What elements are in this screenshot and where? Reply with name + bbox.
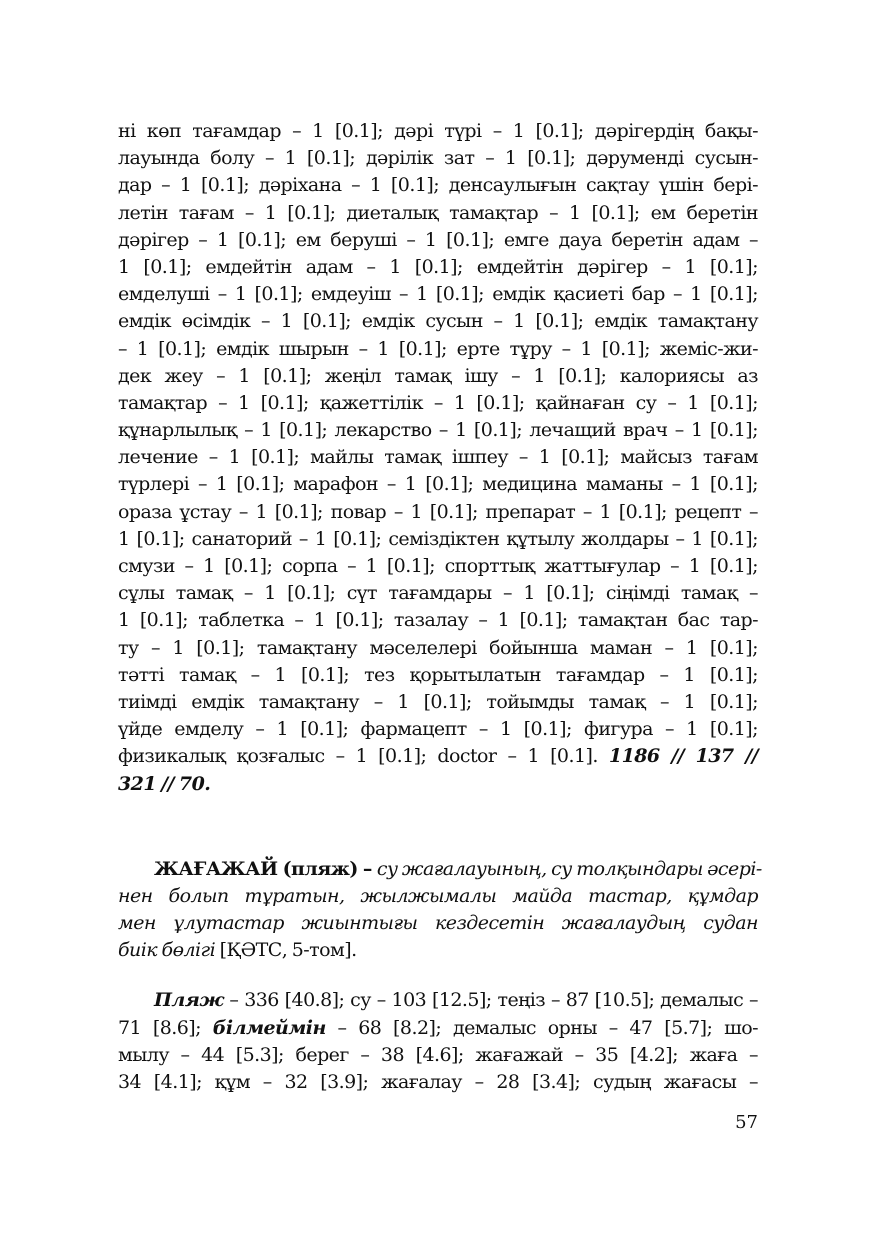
text-line-15: ораза ұстау – 1 [0.1]; повар – 1 [0.1]; препарат – 1 [0.1]; рецепт – <box>118 500 758 523</box>
assoc-line-2-rest: – 68 [8.2]; демалыс орны – 47 [5.7]; шо- <box>325 1016 759 1039</box>
entry-line-3: мен ұлутастар жиынтығы кездесетін жағалаудың судан <box>118 912 758 935</box>
text-line-24-content: физикалық қозғалыс – 1 [0.1]; doctor – 1 [0.1]. <box>118 745 609 768</box>
assoc-line-1-rest: – 336 [40.8]; су – 103 [12.5]; теңіз – 87 [10.5]; демалыс – <box>223 989 758 1012</box>
entry-line-1 <box>118 856 762 883</box>
text-line-3: дар – 1 [0.1]; дәріхана – 1 [0.1]; денсаулығын сақтау үшін берi- <box>118 174 758 197</box>
entry-dash: – <box>357 857 377 880</box>
text-line-11: тамақтар – 1 [0.1]; қажеттілік – 1 [0.1]; қайнаған су – 1 [0.1]; <box>118 391 758 414</box>
text-line-8: емдік өсімдік – 1 [0.1]; емдік сусын – 1 [0.1]; емдік тамақтану <box>118 310 758 333</box>
assoc-line-3: мылу – 44 [5.3]; берег – 38 [4.6]; жағажай – 35 [4.2]; жаға – <box>118 1043 758 1066</box>
text-line-17: смузи – 1 [0.1]; сорпа – 1 [0.1]; спорттық жаттығулар – 1 [0.1]; <box>118 555 758 577</box>
text-line-5: дәрігер – 1 [0.1]; ем беруші – 1 [0.1]; емге дауа беретін адам – <box>118 228 758 251</box>
text-line-18: сұлы тамақ – 1 [0.1]; сүт тағамдары – 1 [0.1]; сіңімді тамақ – <box>118 582 758 605</box>
text-line-23: үйде емделу – 1 [0.1]; фармацепт – 1 [0.1]; фигура – 1 [0.1]; <box>118 718 758 741</box>
text-line-21: тәтті тамақ – 1 [0.1]; тез қорытылатын тағамдар – 1 [0.1]; <box>118 663 758 686</box>
entry-definition-start: су жағалауының, су толқындары әсері- <box>376 857 762 880</box>
stimulus-word: Пляж <box>154 989 224 1012</box>
entry-definition-end: биік бөлігі <box>118 939 216 962</box>
text-line-12: құнарлылық – 1 [0.1]; лекарство – 1 [0.1]; лечащий врач – 1 [0.1]; <box>118 419 758 442</box>
paragraph-spacer <box>118 964 758 987</box>
text-line-6: 1 [0.1]; емдейтін адам – 1 [0.1]; емдейтін дәрігер – 1 [0.1]; <box>118 255 758 278</box>
statistics-summary: 1186 // 137 // <box>608 745 758 768</box>
text-line-10: дек жеу – 1 [0.1]; жеңіл тамақ ішу – 1 [0.1]; калориясы аз <box>118 364 758 387</box>
text-line-22: тиімді емдік тамақтану – 1 [0.1]; тойымды тамақ – 1 [0.1]; <box>118 690 758 713</box>
text-line-16: 1 [0.1]; санаторий – 1 [0.1]; семіздіктен құтылу жолдары – 1 [0.1]; <box>118 527 758 550</box>
text-line-4: летін тағам – 1 [0.1]; диеталық тамақтар – 1 [0.1]; ем беретін <box>118 201 758 224</box>
entry-line-4 <box>118 937 758 964</box>
text-line-1: ні көп тағамдар – 1 [0.1]; дәрі түрі – 1 [0.1]; дәрігердің бақы- <box>118 120 758 142</box>
text-line-14: түрлері – 1 [0.1]; марафон – 1 [0.1]; медицина маманы – 1 [0.1]; <box>118 473 758 496</box>
text-line-24 <box>118 743 758 770</box>
text-line-7: емделуші – 1 [0.1]; емдеуіш – 1 [0.1]; емдік қасиеті бар – 1 [0.1]; <box>118 283 758 306</box>
statistics-summary-end: 321 // 70. <box>118 772 211 795</box>
page-number: 57 <box>735 1112 758 1133</box>
entry-line-2: нен болып тұратын, жылжымалы майда тастар, құмдар <box>118 884 758 907</box>
text-line-2: лауында болу – 1 [0.1]; дәрілік зат – 1 [0.1]; дәруменді сусын- <box>118 147 758 170</box>
entry-source: [ҚӘТС, 5-том]. <box>215 939 357 962</box>
assoc-line-2-start: 71 [8.6]; <box>118 1016 213 1039</box>
assoc-line-2 <box>118 1015 758 1042</box>
section-spacer <box>118 798 758 856</box>
text-line-25 <box>118 771 758 798</box>
paragraph-associations <box>118 987 758 1096</box>
dictionary-entry <box>118 856 762 965</box>
text-line-13: лечение – 1 [0.1]; майлы тамақ ішпеу – 1 [0.1]; майсыз тағам <box>118 446 758 469</box>
text-line-19: 1 [0.1]; таблетка – 1 [0.1]; тазалау – 1 [0.1]; тамақтан бас тар- <box>118 609 758 632</box>
page-body <box>118 118 762 1096</box>
entry-headword: ЖАҒАЖАЙ (пляж) <box>154 857 358 880</box>
text-line-9: – 1 [0.1]; емдік шырын – 1 [0.1]; ерте тұру – 1 [0.1]; жеміс-жи- <box>118 337 758 360</box>
text-line-20: ту – 1 [0.1]; тамақтану мәселелері бойынша маман – 1 [0.1]; <box>118 636 758 659</box>
assoc-bold-word: білмеймін <box>212 1016 326 1039</box>
assoc-line-1 <box>118 987 758 1014</box>
paragraph-associations-continued <box>118 118 758 798</box>
assoc-line-4: 34 [4.1]; құм – 32 [3.9]; жағалау – 28 [3.4]; судың жағасы – <box>118 1071 758 1093</box>
